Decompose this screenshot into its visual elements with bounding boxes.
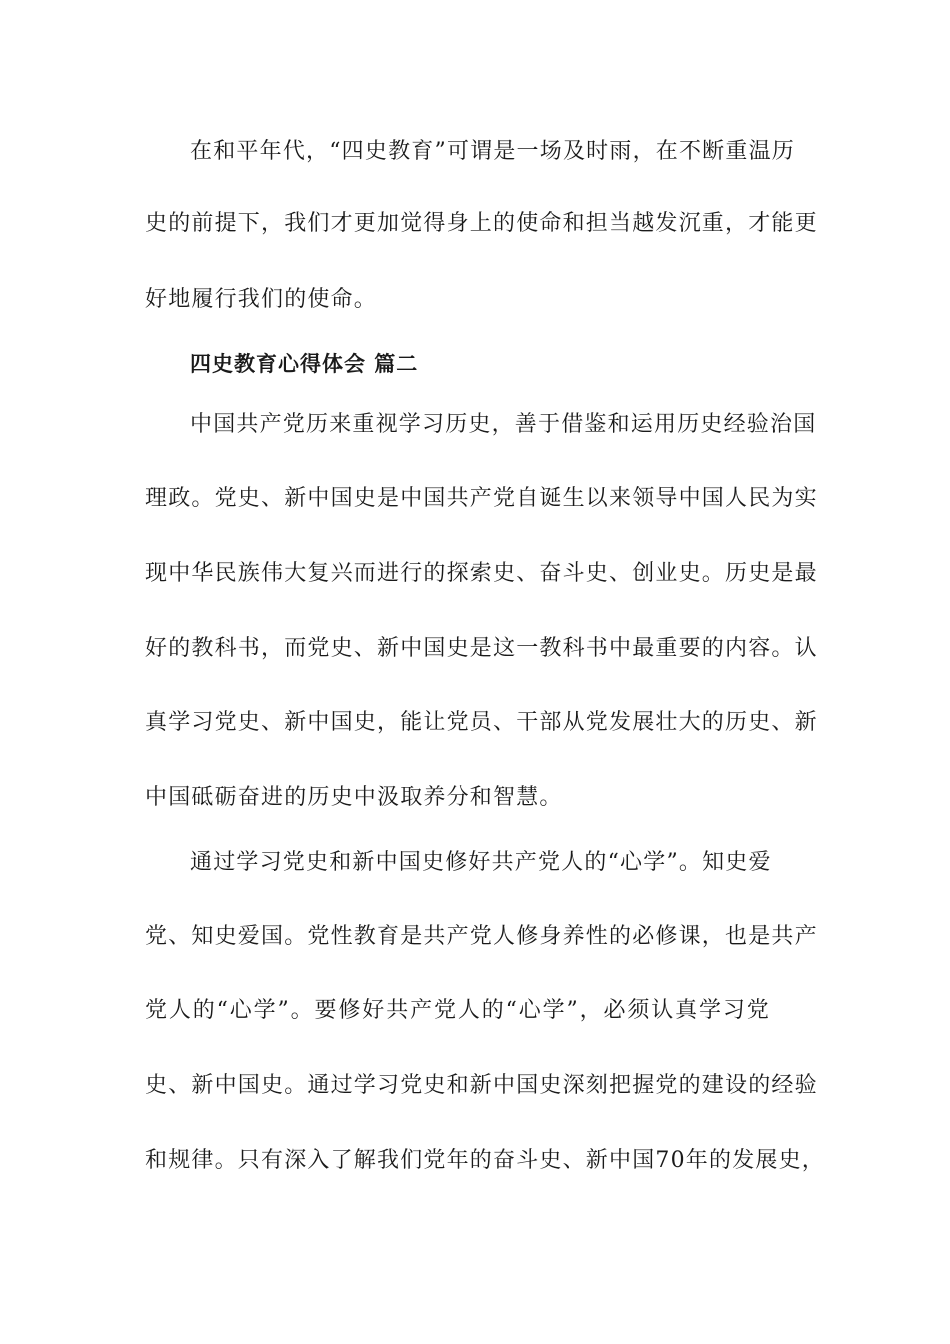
paragraph-3-line-3: 党人的“心学”。要修好共产党人的“心学”，必须认真学习党 <box>145 998 770 1023</box>
paragraph-2-line-3: 现中华民族伟大复兴而进行的探索史、奋斗史、创业史。历史是最 <box>145 561 818 586</box>
paragraph-1-line-2: 史的前提下，我们才更加觉得身上的使命和担当越发沉重，才能更 <box>145 211 818 236</box>
paragraph-1-line-3: 好地履行我们的使命。 <box>145 287 378 312</box>
paragraph-2-line-4: 好的教科书，而党史、新中国史是这一教科书中最重要的内容。认 <box>145 636 818 661</box>
paragraph-2-line-6: 中国砥砺奋进的历史中汲取养分和智慧。 <box>145 785 563 810</box>
paragraph-1-line-1: 在和平年代，“四史教育”可谓是一场及时雨，在不断重温历 <box>190 139 795 164</box>
paragraph-2-line-1: 中国共产党历来重视学习历史，善于借鉴和运用历史经验治国 <box>190 412 817 437</box>
paragraph-3-line-4: 史、新中国史。通过学习党史和新中国史深刻把握党的建设的经验 <box>145 1073 818 1098</box>
paragraph-3-line-1: 通过学习党史和新中国史修好共产党人的“心学”。知史爱 <box>190 850 772 875</box>
paragraph-3-line-5: 和规律。只有深入了解我们党年的奋斗史、新中国70年的发展史， <box>145 1148 825 1173</box>
paragraph-3-line-2: 党、知史爱国。党性教育是共产党人修身养性的必修课，也是共产 <box>145 924 818 949</box>
section-heading: 四史教育心得体会 篇二 <box>190 352 419 376</box>
paragraph-2-line-5: 真学习党史、新中国史，能让党员、干部从党发展壮大的历史、新 <box>145 710 818 735</box>
paragraph-2-line-2: 理政。党史、新中国史是中国共产党自诞生以来领导中国人民为实 <box>145 486 818 511</box>
